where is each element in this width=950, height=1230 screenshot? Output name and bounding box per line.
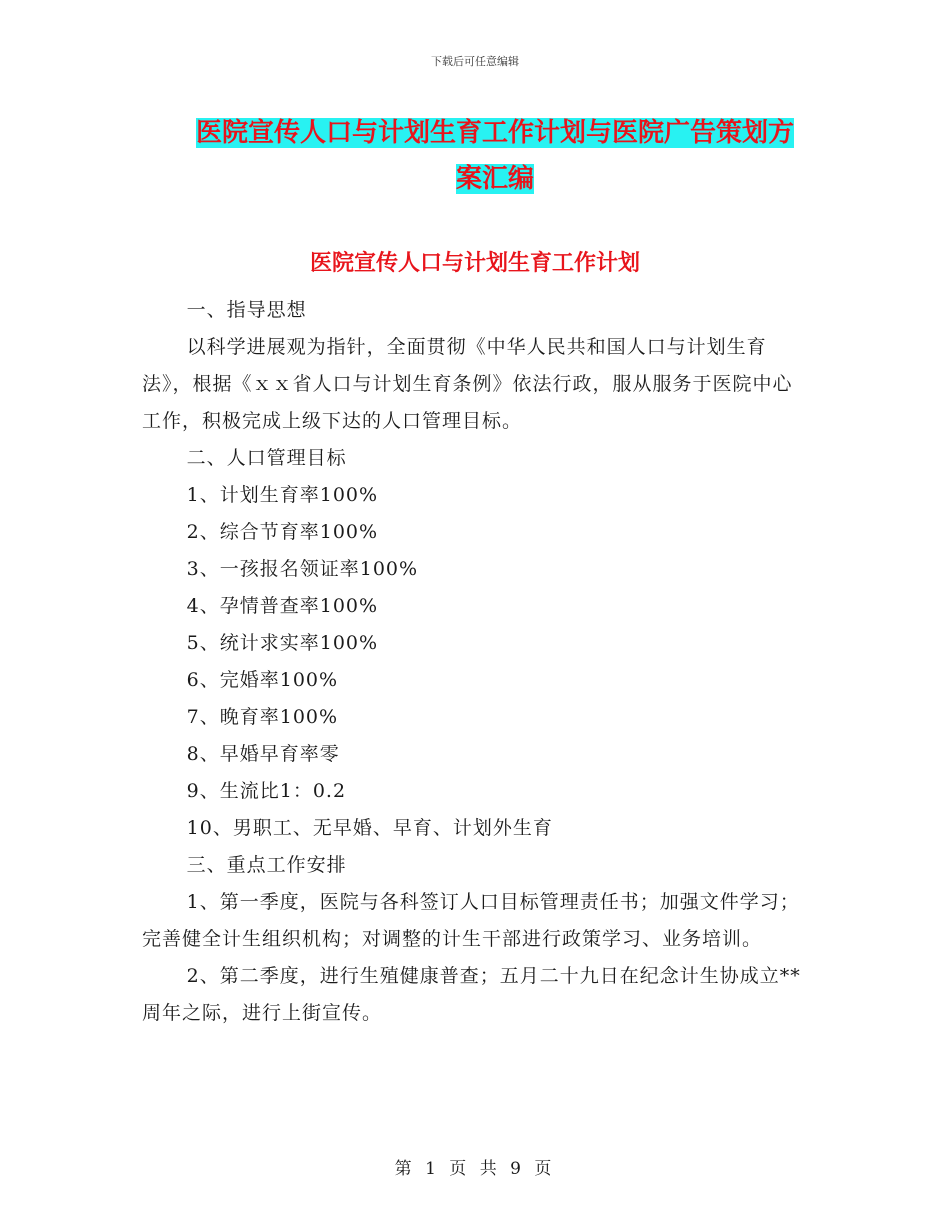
list-item: 5、统计求实率100% — [186, 632, 379, 654]
title-line-2: 案汇编 — [455, 164, 534, 194]
paragraph-guiding-thought: 以科学进展观为指针，全面贯彻《中华人民共和国人口与计划生育法》，根据《ｘｘ省人口与计划生育条例》依法行政，服从服务于医院中心工作，积极完成上级下达的人口管理目标。 — [142, 336, 793, 432]
list-item: 3、一孩报名领证率100% — [186, 558, 419, 580]
heading-key-work: 三、重点工作安排 — [186, 854, 347, 876]
page-footer: 第 1 页 共 9 页 — [394, 1159, 556, 1179]
header-note: 下载后可任意编辑 — [431, 55, 519, 68]
list-item: 1、计划生育率100% — [186, 484, 379, 506]
list-item: 2、综合节育率100% — [186, 521, 379, 543]
document-title — [150, 110, 840, 202]
body-text — [142, 292, 807, 1032]
heading-population-targets: 二、人口管理目标 — [186, 447, 347, 469]
section-title: 医院宣传人口与计划生育工作计划 — [309, 250, 640, 276]
title-line-1: 医院宣传人口与计划生育工作计划与医院广告策划方 — [195, 118, 794, 148]
heading-guiding-thought: 一、指导思想 — [186, 299, 307, 321]
list-item: 8、早婚早育率零 — [186, 743, 340, 765]
paragraph-q1: 1、第一季度，医院与各科签订人口目标管理责任书；加强文件学习；完善健全计生组织机构；对调整的计生干部进行政策学习、业务培训。 — [142, 891, 800, 950]
list-item: 9、生流比1：0.2 — [186, 780, 347, 802]
list-item: 4、孕情普查率100% — [186, 595, 379, 617]
list-item: 7、晚育率100% — [186, 706, 339, 728]
list-item: 6、完婚率100% — [186, 669, 339, 691]
paragraph-q2: 2、第二季度，进行生殖健康普查；五月二十九日在纪念计生协成立**周年之际，进行上街宣传。 — [142, 965, 801, 1024]
list-item: 10、男职工、无早婚、早育、计划外生育 — [186, 817, 553, 839]
